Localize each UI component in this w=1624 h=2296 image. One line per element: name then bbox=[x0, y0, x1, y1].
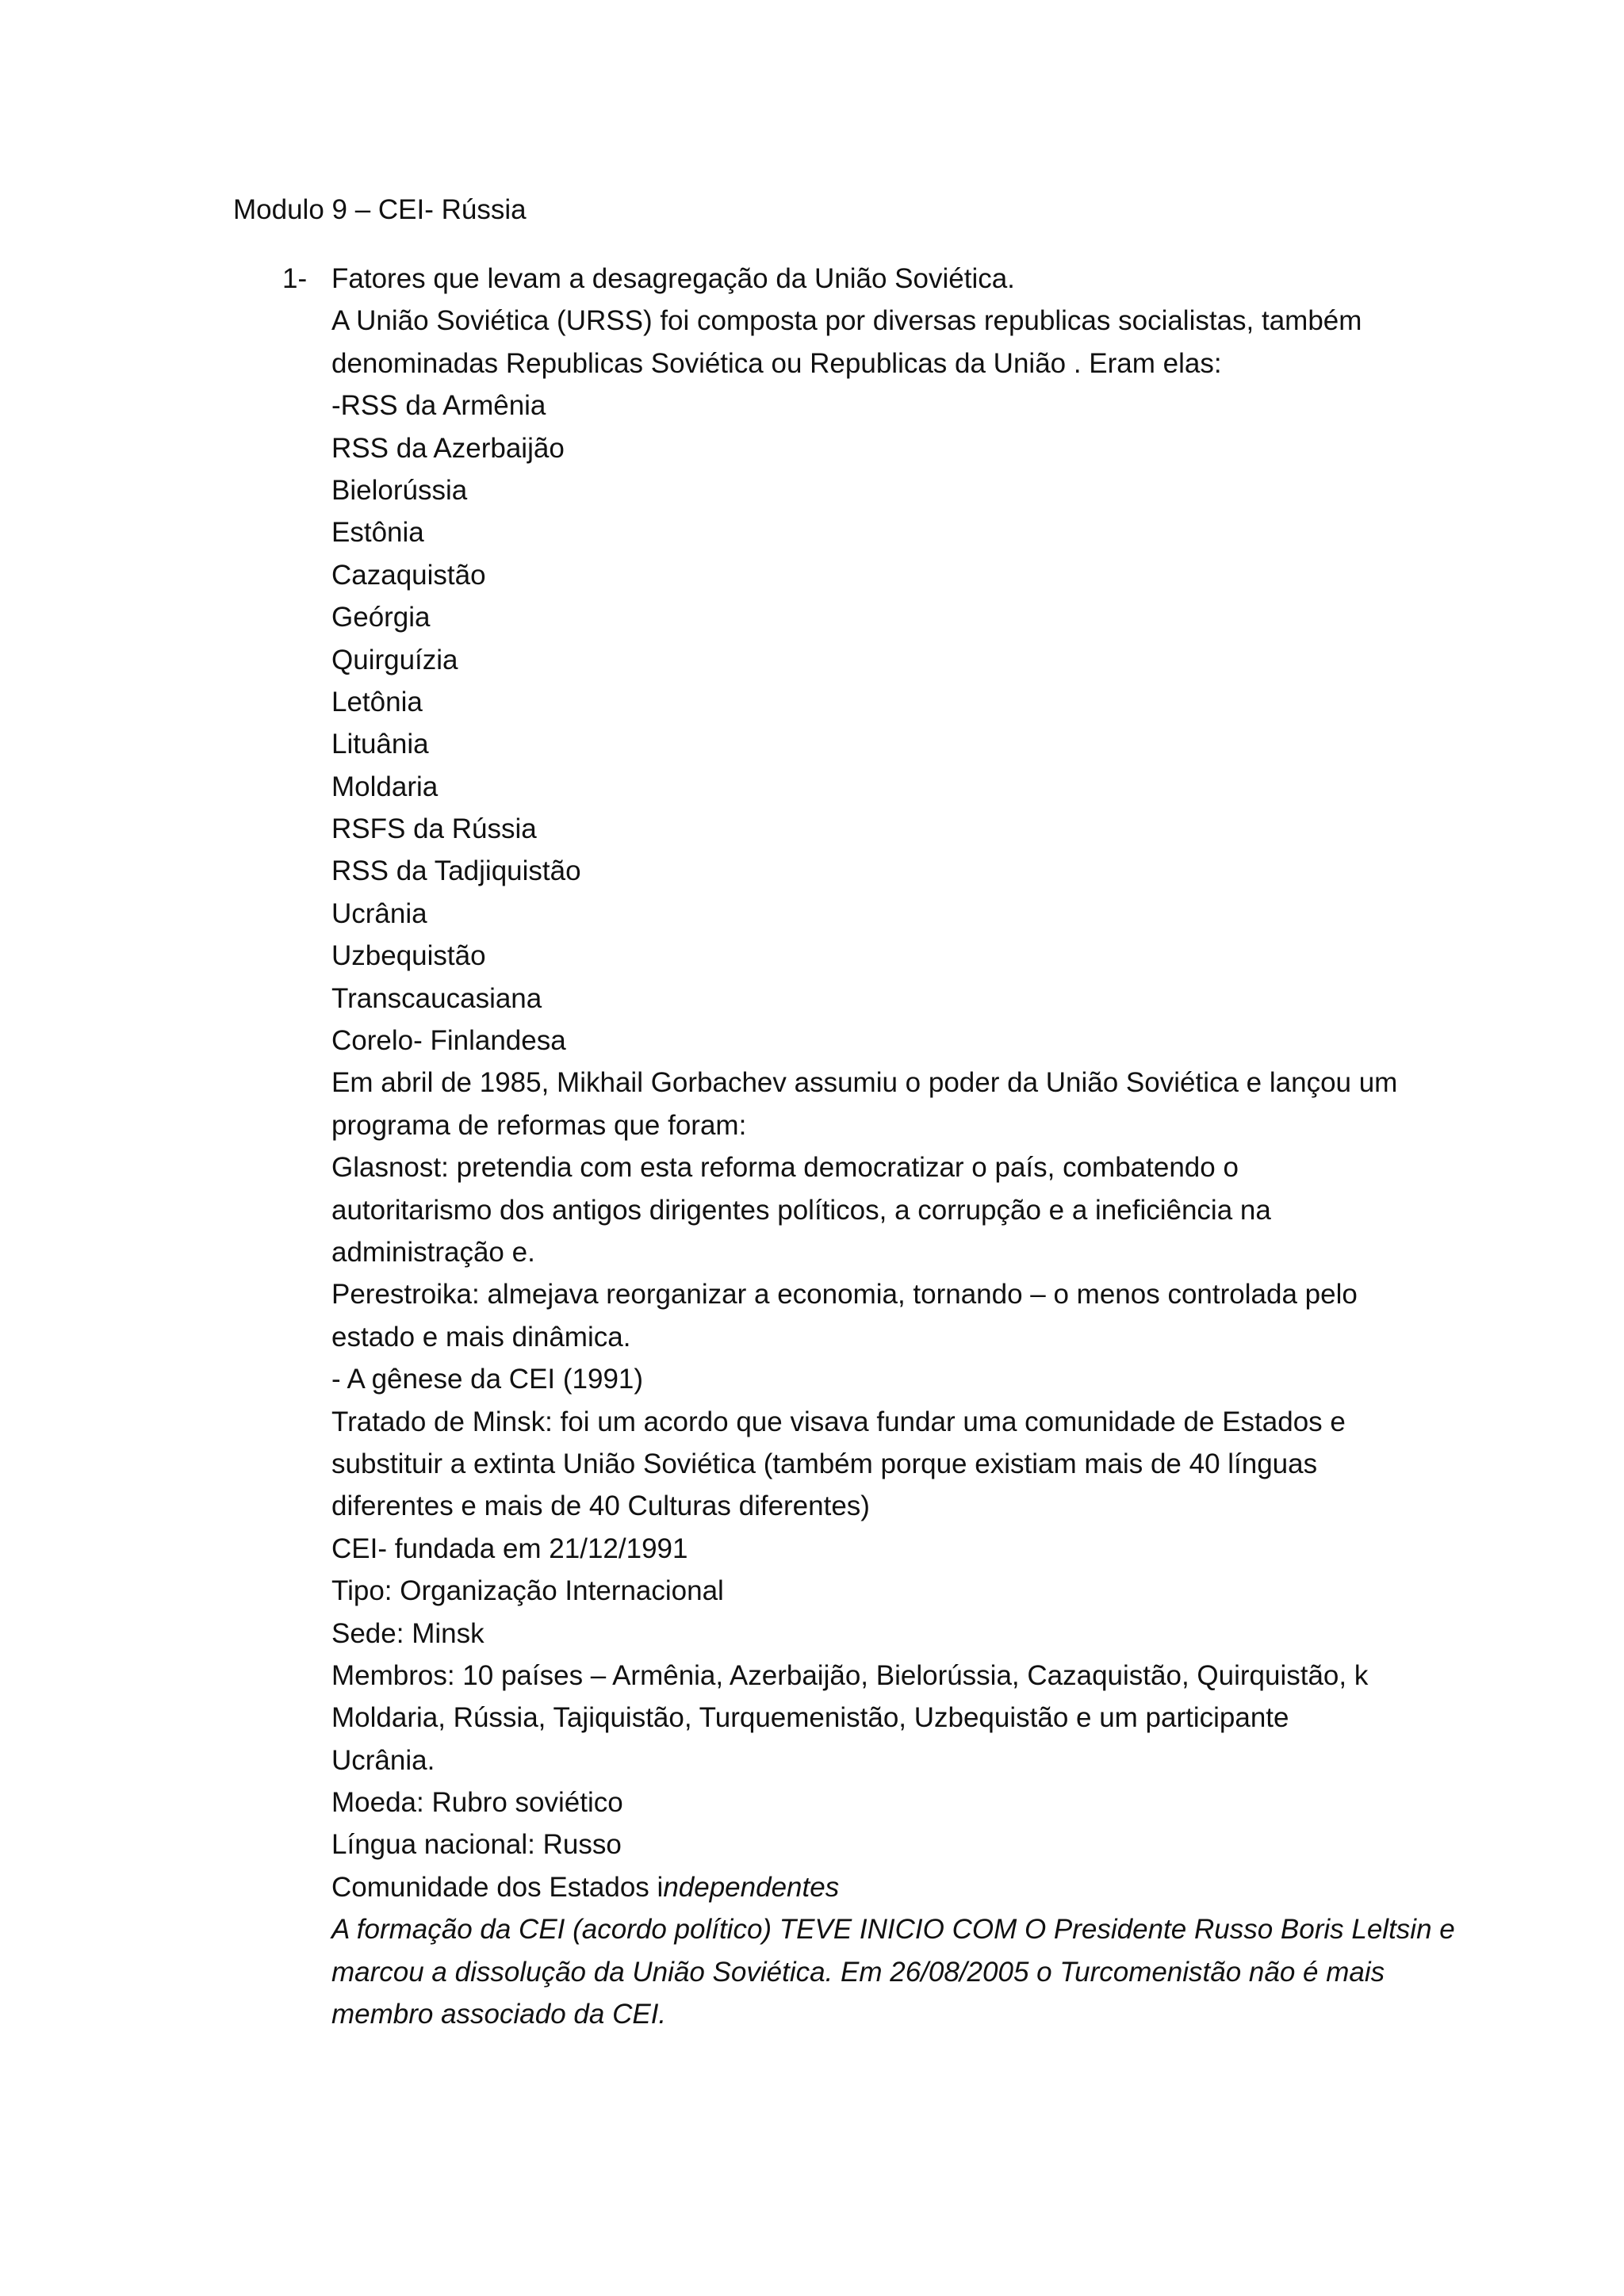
text-line: substituir a extinta União Soviética (também porque existiam mais de 40 línguas bbox=[331, 1448, 1318, 1479]
list-item-content bbox=[331, 258, 1455, 2035]
mixed-line-italic: ndependentes bbox=[663, 1871, 840, 1903]
text-line: denominadas Republicas Soviética ou Republicas da União . Eram elas: bbox=[331, 347, 1222, 379]
fact-line: Sede: Minsk bbox=[331, 1617, 485, 1649]
republic-item: Bielorússia bbox=[331, 474, 468, 506]
republic-item: Estônia bbox=[331, 517, 424, 549]
mixed-style-line bbox=[331, 1866, 1410, 1908]
republic-item: RSS da Azerbaijão bbox=[331, 432, 565, 464]
text-line: autoritarismo dos antigos dirigentes políticos, a corrupção e a ineficiência na bbox=[331, 1194, 1271, 1226]
republic-item: RSFS da Rússia bbox=[331, 813, 537, 845]
republic-item: Cazaquistão bbox=[331, 559, 486, 591]
text-line: Perestroika: almejava reorganizar a economia, tornando – o menos controlada pelo bbox=[331, 1279, 1358, 1311]
republic-item: Moldaria bbox=[331, 771, 439, 802]
text-line: Glasnost: pretendia com esta reforma democratizar o país, combatendo o bbox=[331, 1152, 1239, 1184]
fact-line: Membros: 10 países – Armênia, Azerbaijão, Bielorússia, Cazaquistão, Quirquistão, k bbox=[331, 1659, 1369, 1691]
text-line: Em abril de 1985, Mikhail Gorbachev assumiu o poder da União Soviética e lançou um bbox=[331, 1067, 1398, 1099]
text-line: Tratado de Minsk: foi um acordo que visava fundar uma comunidade de Estados e bbox=[331, 1406, 1346, 1437]
republic-item: Transcaucasiana bbox=[331, 982, 542, 1014]
text-line: A União Soviética (URSS) foi composta por diversas republicas socialistas, também bbox=[331, 305, 1362, 337]
republic-item: RSS da Tadjiquistão bbox=[331, 855, 581, 887]
text-line: programa de reformas que foram: bbox=[331, 1109, 747, 1141]
text-line: diferentes e mais de 40 Culturas diferentes) bbox=[331, 1490, 870, 1522]
section-heading: - A gênese da CEI (1991) bbox=[331, 1364, 644, 1395]
republic-item: Ucrânia bbox=[331, 897, 427, 929]
italic-line: marcou a dissolução da União Soviética. Em 26/08/2005 o Turcomenistão não é mais bbox=[331, 1956, 1385, 1988]
mixed-line-normal: Comunidade dos Estados i bbox=[331, 1871, 664, 1903]
list-number: 1- bbox=[282, 263, 308, 294]
fact-line: Moeda: Rubro soviético bbox=[331, 1787, 623, 1819]
fact-line: Língua nacional: Russo bbox=[331, 1829, 622, 1861]
republic-item: Quirguízia bbox=[331, 644, 458, 675]
text-line: Moldaria, Rússia, Tajiquistão, Turquemenistão, Uzbequistão e um participante bbox=[331, 1702, 1289, 1734]
text-line: Fatores que levam a desagregação da União Soviética. bbox=[331, 263, 1015, 294]
republic-item: Uzbequistão bbox=[331, 940, 486, 972]
republic-item: Geórgia bbox=[331, 602, 431, 633]
republic-item: Corelo- Finlandesa bbox=[331, 1025, 566, 1057]
text-line: administração e. bbox=[331, 1236, 535, 1268]
republic-item: Letônia bbox=[331, 686, 423, 718]
republic-item: -RSS da Armênia bbox=[331, 390, 546, 422]
fact-line: Tipo: Organização Internacional bbox=[331, 1575, 724, 1607]
italic-line: A formação da CEI (acordo político) TEVE INICIO COM O Presidente Russo Boris Leltsin e bbox=[331, 1914, 1455, 1946]
text-line: estado e mais dinâmica. bbox=[331, 1321, 631, 1353]
document-title: Modulo 9 – CEI- Rússia bbox=[233, 194, 527, 225]
text-line: Ucrânia. bbox=[331, 1744, 435, 1776]
fact-line: CEI- fundada em 21/12/1991 bbox=[331, 1533, 688, 1564]
italic-line: membro associado da CEI. bbox=[331, 1999, 667, 2030]
republic-item: Lituânia bbox=[331, 729, 429, 760]
